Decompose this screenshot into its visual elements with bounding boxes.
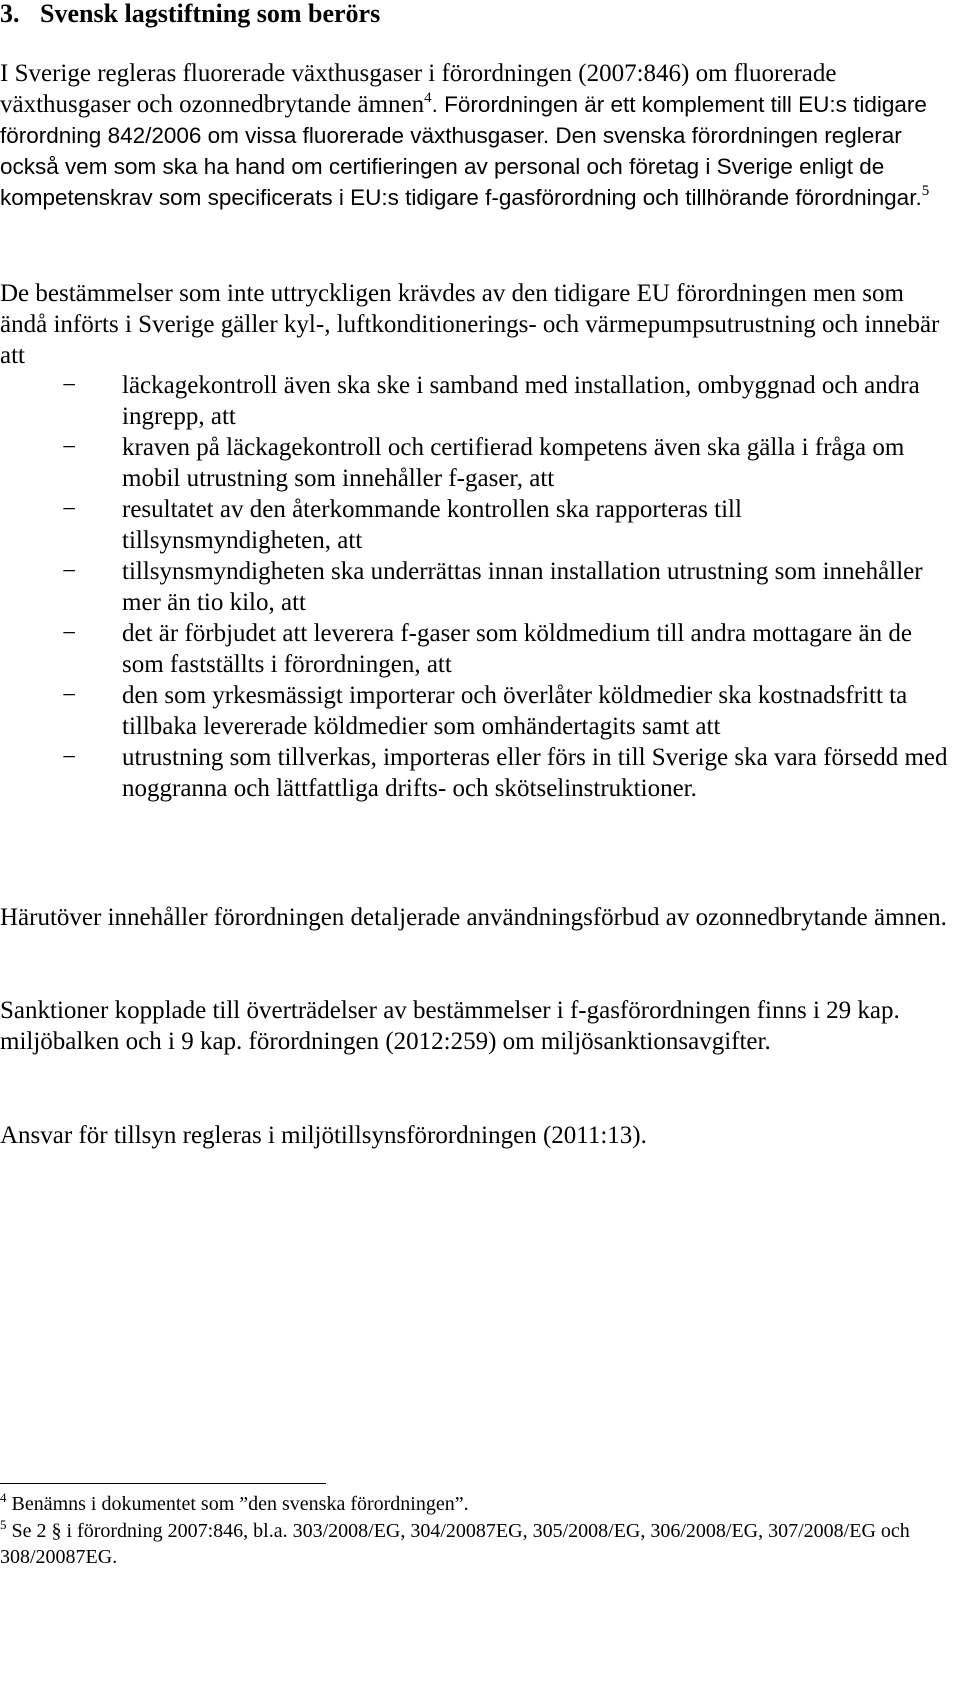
list-item bbox=[0, 680, 954, 742]
dash-bullet: − bbox=[62, 372, 77, 399]
list-item-text: det är förbjudet att leverera f-gaser som köldmedium till andra mottagare än de som fastställts i förordningen, att bbox=[122, 620, 912, 678]
paragraph-provisions: De bestämmelser som inte uttryckligen krävdes av den tidigare EU förordningen men som ändå införts i Sverige gäller kyl-, luftkonditionerings- och värmepumpsutrustning och innebär att bbox=[0, 280, 940, 369]
list-item-text: tillsynsmyndigheten ska underrättas innan installation utrustning som innehåller mer än tio kilo, att bbox=[122, 558, 923, 616]
section-number: 3. bbox=[0, 0, 20, 28]
list-item bbox=[0, 370, 954, 432]
list-item-text: läckagekontroll även ska ske i samband med installation, ombyggnad och andra ingrepp, att bbox=[122, 372, 920, 430]
footnote-text: Se 2 § i förordning 2007:846, bl.a. 303/2008/EG, 304/20087EG, 305/2008/EG, 306/2008/EG, 307/2008/EG och 308/20087EG. bbox=[0, 1520, 910, 1568]
section-heading bbox=[0, 0, 380, 28]
footnote-separator bbox=[0, 1483, 326, 1484]
list-item bbox=[0, 556, 954, 618]
paragraph-sanctions: Sanktioner kopplade till överträdelser av bestämmelser i f-gasförordningen finns i 29 kap. miljöbalken och i 9 kap. förordningen (2012:259) om miljösanktionsavgifter. bbox=[0, 997, 900, 1055]
section-title: Svensk lagstiftning som berörs bbox=[40, 0, 381, 28]
dash-bullet: − bbox=[62, 620, 77, 647]
list-item-text: resultatet av den återkommande kontrollen ska rapporteras till tillsynsmyndigheten, att bbox=[122, 496, 742, 554]
paragraph-intro-text-b: . Förordningen är ett komplement till EU:s tidigare förordning 842/2006 om vissa fluorerade växthusgaser. Den svenska förordningen reglerar också vem som ska ha hand om certifieringen av personal och företag i Sverige enligt de kompetenskrav som specificerats i EU:s tidigare f-gasförordning och tillhörande förordningar. bbox=[0, 92, 927, 210]
footnote-ref-4: 4 bbox=[424, 90, 432, 106]
footnote-number: 5 bbox=[0, 1517, 7, 1532]
paragraph-intro bbox=[0, 58, 954, 213]
list-item-text: utrustning som tillverkas, importeras eller förs in till Sverige ska vara försedd med noggranna och lättfattliga drifts- och skötselinstruktioner. bbox=[122, 744, 948, 802]
dash-bullet: − bbox=[62, 496, 77, 523]
dash-bullet: − bbox=[62, 558, 77, 585]
dash-bullet: − bbox=[62, 744, 77, 771]
list-item bbox=[0, 742, 954, 804]
footnote-number: 4 bbox=[0, 1490, 7, 1505]
footnote-4 bbox=[0, 1491, 954, 1517]
paragraph-supervision: Ansvar för tillsyn regleras i miljötillsynsförordningen (2011:13). bbox=[0, 1122, 647, 1149]
list-item-text: den som yrkesmässigt importerar och överlåter köldmedier ska kostnadsfritt ta tillbaka levererade köldmedier som omhändertagits samt att bbox=[122, 682, 908, 740]
dash-bullet: − bbox=[62, 682, 77, 709]
list-item bbox=[0, 432, 954, 494]
footnote-5 bbox=[0, 1518, 954, 1570]
footnote-text: Benämns i dokumentet som ”den svenska förordningen”. bbox=[11, 1493, 469, 1515]
paragraph-intro-text-a: I Sverige regleras fluorerade växthusgaser i förordningen (2007:846) om fluorerade växthusgaser och ozonnedbrytande ämnen bbox=[0, 60, 837, 118]
list-item bbox=[0, 494, 954, 556]
footnote-ref-5: 5 bbox=[921, 183, 930, 199]
list-item bbox=[0, 618, 954, 680]
provisions-list bbox=[0, 370, 954, 804]
dash-bullet: − bbox=[62, 434, 77, 461]
list-item-text: kraven på läckagekontroll och certifierad kompetens även ska gälla i fråga om mobil utrustning som innehåller f-gaser, att bbox=[122, 434, 905, 492]
paragraph-bans: Härutöver innehåller förordningen detaljerade användningsförbud av ozonnedbrytande ämnen. bbox=[0, 904, 947, 931]
